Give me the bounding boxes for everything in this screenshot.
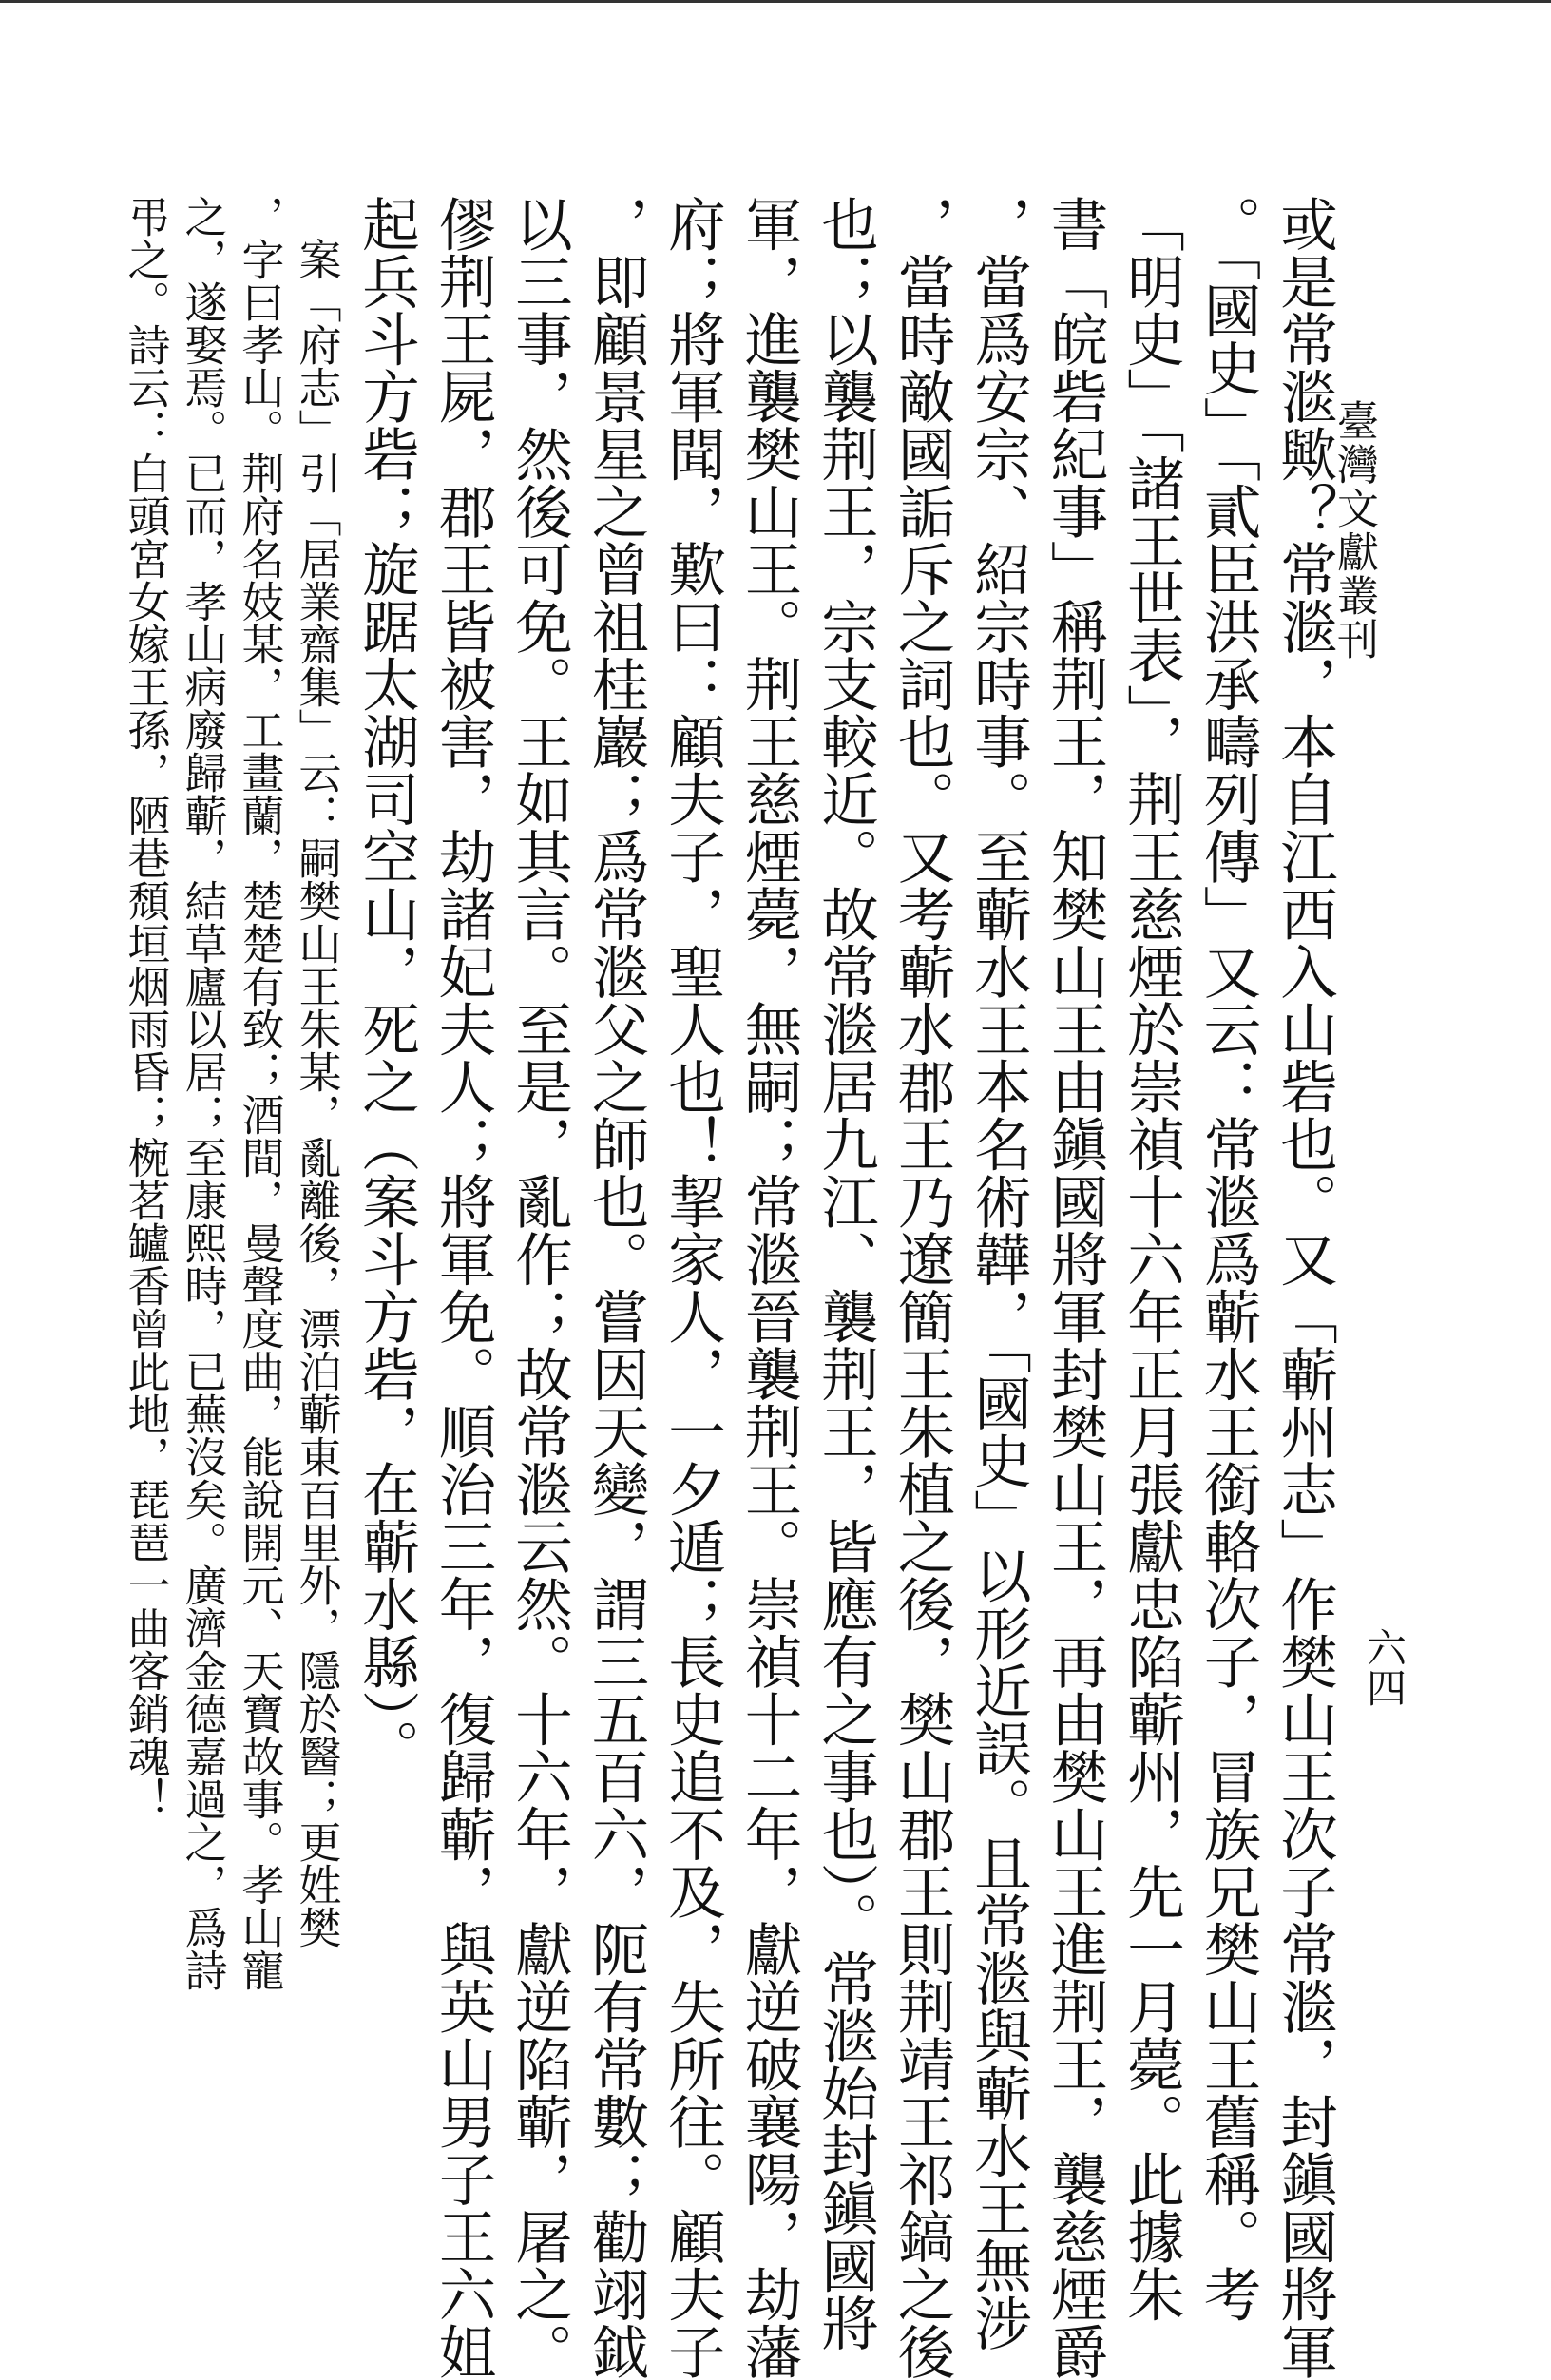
text-column: 。「國史」「貳臣洪承疇列傳」又云：常㴴爲蘄水王銜輅次子，冒族兄樊山王舊稱。考 bbox=[1194, 195, 1261, 2323]
text-column: ，當爲安宗、紹宗時事。至蘄水王本名術韡，「國史」以形近誤。且常㴴與蘄水王無涉 bbox=[965, 195, 1031, 2351]
page-number: 六四 bbox=[1361, 1627, 1407, 1707]
top-rule bbox=[0, 0, 1551, 3]
main-text-block bbox=[120, 195, 1337, 2380]
text-column: 也；以襲荆王，宗支較近。故常㴴居九江、襲荆王，皆應有之事也）。常㴴始封鎭國將 bbox=[812, 195, 878, 2351]
note-column: 之，遂娶焉。已而，孝山病廢歸蘄，結草廬以居；至康熙時，已蕪沒矣。廣濟金德嘉過之，爲詩 bbox=[177, 195, 228, 1991]
text-column: 「明史」「諸王世表」，荆王慈煙於崇禎十六年正月張獻忠陷蘄州，先一月薨。此據朱 bbox=[1118, 195, 1184, 2323]
text-column: 或是常㴴歟？常㴴，本自江西入山砦也。又「蘄州志」作樊山王次子常㴴，封鎭國將軍 bbox=[1271, 195, 1337, 2380]
note-column: 案「府志」引「居業齋集」云：嗣樊山王朱某，亂離後，漂泊蘄東百里外，隱於醫；更姓樊 bbox=[291, 238, 342, 1948]
text-column: 以三事，然後可免。王如其言。至是，亂作；故常㴴云然。十六年，獻逆陷蘄，屠之。 bbox=[506, 195, 572, 2380]
text-column: 僇荆王屍，郡王皆被害，劫諸妃夫人；將軍免。順治三年，復歸蘄，與英山男子王六姐 bbox=[429, 195, 496, 2380]
text-column: 府；將軍聞，歎曰：顧夫子，聖人也！挈家人，一夕遁；長史追不及，失所往。顧夫子 bbox=[659, 195, 725, 2380]
text-column: 起兵斗方砦；旋踞太湖司空山，死之（案斗方砦，在蘄水縣）。 bbox=[353, 195, 419, 1776]
running-header-title: 臺灣文獻叢刊 bbox=[1330, 399, 1378, 662]
note-column: ，字曰孝山。荆府名妓某，工畫蘭，楚楚有致；酒間，曼聲度曲，能說開元、天寶故事。孝山寵 bbox=[234, 195, 285, 1991]
text-column: ，當時敵國詬斥之詞也。又考蘄水郡王乃遼簡王朱植之後，樊山郡王則荆靖王祁鎬之後 bbox=[888, 195, 955, 2380]
text-column: 軍，進襲樊山王。荆王慈煙薨，無嗣；常㴴晉襲荆王。崇禎十二年，獻逆破襄陽，劫藩 bbox=[735, 195, 802, 2380]
note-column: 弔之。詩云：白頭宮女嫁王孫，陋巷頹垣烟雨昏；椀茗罏香曾此地，琵琶一曲客銷魂！ bbox=[120, 195, 171, 1820]
text-column: ，即顧景星之曾祖桂巖；爲常㴴父之師也。嘗因天變，謂三五百六，阨有常數；勸翊鉞 bbox=[582, 195, 649, 2380]
text-column: 書「皖砦紀事」稱荆王，知樊山王由鎭國將軍封樊山王，再由樊山王進荆王，襲慈煙爵 bbox=[1041, 195, 1108, 2380]
